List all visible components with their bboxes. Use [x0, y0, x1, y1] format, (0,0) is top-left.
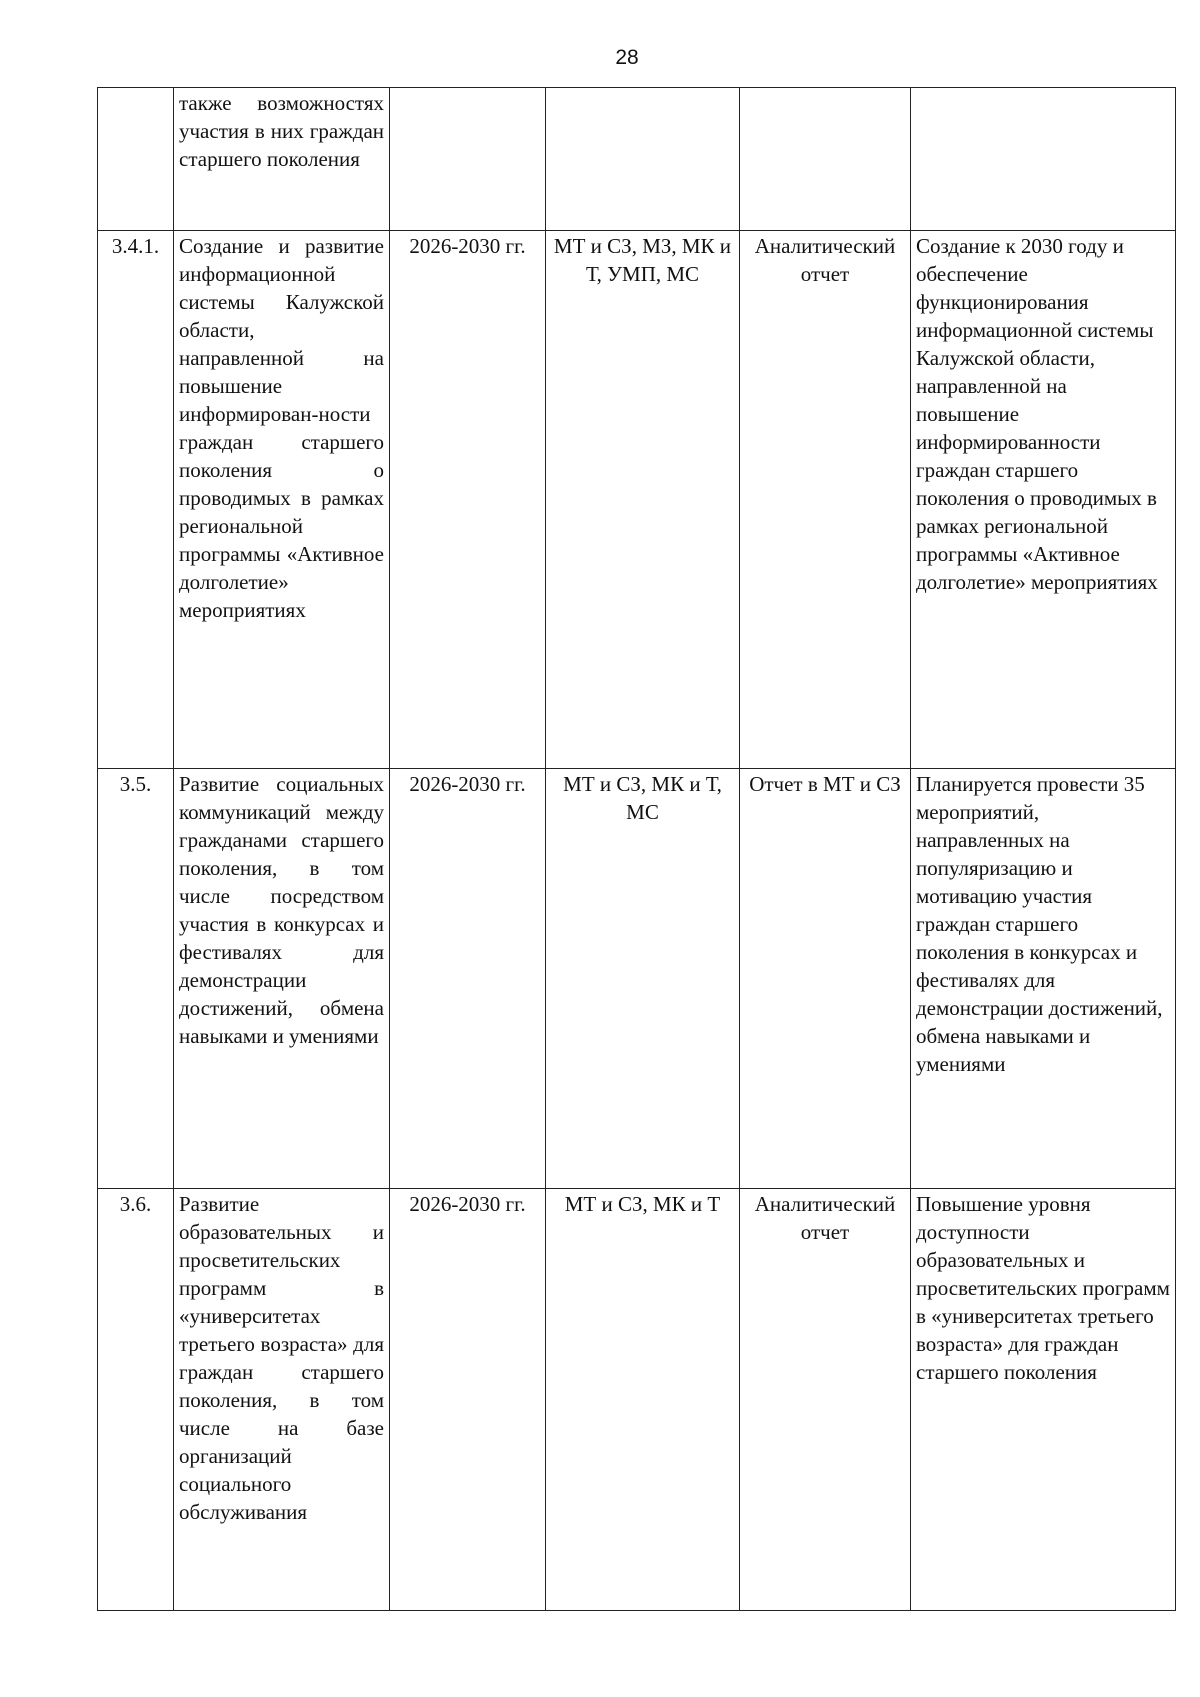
implementation-period [390, 88, 546, 231]
implementation-period: 2026-2030 гг. [390, 231, 546, 769]
table-row [98, 231, 1176, 769]
table-row [98, 769, 1176, 1189]
expected-result [911, 88, 1176, 231]
measure-name: также возможностях участия в них граждан старшего поколения [174, 88, 390, 231]
table-row [98, 88, 1176, 231]
executors: МТ и СЗ, МК и Т, МС [546, 769, 740, 1189]
page-number: 28 [615, 46, 639, 69]
measure-name: Развитие образовательных и просветительских программ в «университетах третьего возраста» для граждан старшего поколения, в том числе на базе организаций социального обслуживания [174, 1189, 390, 1611]
expected-result: Создание к 2030 году и обеспечение функционирования информационной системы Калужской области, направленной на повышение информированности граждан старшего поколения о проводимых в рамках региональной программы «Активное долголетие» мероприятиях [911, 231, 1176, 769]
implementation-period: 2026-2030 гг. [390, 1189, 546, 1611]
row-number: 3.5. [98, 769, 174, 1189]
row-number: 3.6. [98, 1189, 174, 1611]
expected-result: Повышение уровня доступности образовательных и просветительских программ в «университетах третьего возраста» для граждан старшего поколения [911, 1189, 1176, 1611]
executors: МТ и СЗ, МК и Т [546, 1189, 740, 1611]
report-form [740, 88, 911, 231]
report-form: Аналитический отчет [740, 231, 911, 769]
expected-result: Планируется провести 35 мероприятий, направленных на популяризацию и мотивацию участия граждан старшего поколения в конкурсах и фестивалях для демонстрации достижений, обмена навыками и умениями [911, 769, 1176, 1189]
table-row [98, 1189, 1176, 1611]
report-form: Отчет в МТ и СЗ [740, 769, 911, 1189]
measure-name: Развитие социальных коммуникаций между гражданами старшего поколения, в том числе посредством участия в конкурсах и фестивалях для демонстрации достижений, обмена навыками и умениями [174, 769, 390, 1189]
executors [546, 88, 740, 231]
measure-name: Создание и развитие информационной системы Калужской области, направленной на повышение информирован-ности граждан старшего поколения о проводимых в рамках региональной программы «Активное долголетие» мероприятиях [174, 231, 390, 769]
row-number: 3.4.1. [98, 231, 174, 769]
row-number [98, 88, 174, 231]
executors: МТ и СЗ, МЗ, МК и Т, УМП, МС [546, 231, 740, 769]
report-form: Аналитический отчет [740, 1189, 911, 1611]
measures-table [97, 87, 1176, 1611]
implementation-period: 2026-2030 гг. [390, 769, 546, 1189]
